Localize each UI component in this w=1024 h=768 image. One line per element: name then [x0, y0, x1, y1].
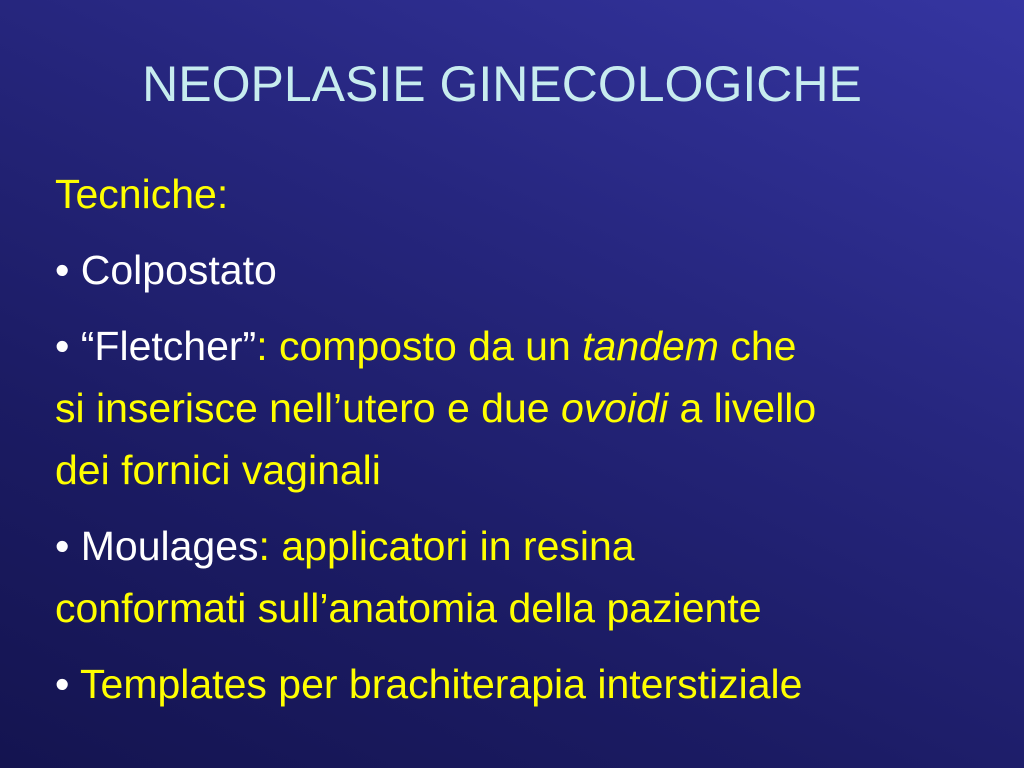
list-item-fletcher — [55, 315, 1015, 501]
list-item-templates — [55, 653, 1015, 715]
item-desc: composto da un — [279, 323, 571, 369]
item-term: Moulages — [80, 523, 259, 569]
item-desc: conformati sull’anatomia della paziente — [55, 585, 762, 631]
item-separator: : — [258, 523, 270, 569]
bullet-icon: • — [55, 661, 70, 707]
section-heading: Tecniche: — [55, 171, 229, 217]
item-term: Colpostato — [80, 247, 277, 293]
list-item-moulages — [55, 515, 1015, 639]
bullet-icon: • — [55, 323, 70, 369]
list-item-colpostato — [55, 239, 1015, 301]
bullet-icon: • — [55, 247, 70, 293]
slide-title: NEOPLASIE GINECOLOGICHE — [142, 56, 862, 112]
slide-body — [55, 163, 1015, 715]
item-desc-emphasis: tandem — [582, 323, 719, 369]
item-desc-emphasis: ovoidi — [560, 385, 669, 431]
item-desc: applicatori in resina — [281, 523, 635, 569]
item-desc: si inserisce nell’utero e due — [55, 385, 550, 431]
item-term: “Fletcher” — [80, 323, 257, 369]
item-term: Templates per brachiterapia interstiziale — [80, 661, 803, 707]
bullet-icon: • — [55, 523, 70, 569]
item-desc: a livello — [679, 385, 817, 431]
item-desc: dei fornici vaginali — [55, 447, 381, 493]
item-desc: che — [730, 323, 797, 369]
item-separator: : — [256, 323, 268, 369]
